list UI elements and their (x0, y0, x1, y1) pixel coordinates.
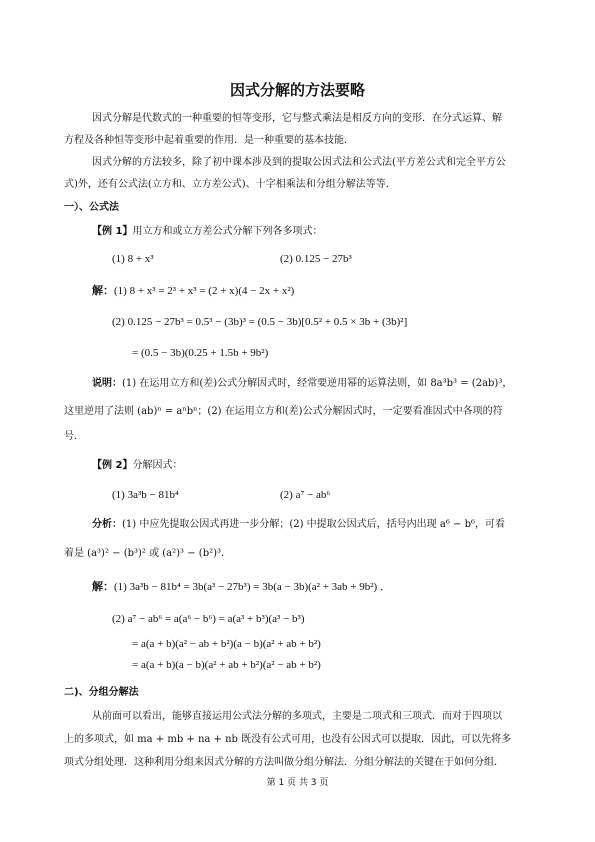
example1-line (92, 225, 322, 239)
note-label: 说明： (92, 378, 122, 389)
note-line-3: 号． (64, 431, 84, 442)
example2-line (92, 459, 182, 473)
example2-problem-1: (1) 3a³b − 81b⁴ (112, 489, 179, 501)
example1-problem-1: (1) 8 + x³ (112, 253, 154, 265)
example1-problem-2: (2) 0.125 − 27b³ (280, 253, 352, 265)
intro-line-1: 因式分解是代数式的一种重要的恒等变形，它与整式乘法是相反方向的变形．在分式运算、解 (92, 113, 502, 124)
solution1-line-3: = (0.5 − 3b)(0.25 + 1.5b + 9b²) (132, 347, 269, 359)
intro-line-2: 方程及各种恒等变形中起着重要的作用．是一种重要的基本技能． (64, 135, 354, 146)
example1-label: 【例 1】 (92, 226, 133, 237)
solution1-label: 解： (92, 284, 114, 297)
page-footer: 第 1 页 共 3 页 (266, 778, 329, 788)
analysis-text-1: (1) 中应先提取公因式再进一步分解；(2) 中提取公因式后，括号内出现 a⁶ − b⁶，可看 (122, 519, 505, 530)
example2-label: 【例 2】 (92, 460, 133, 471)
page-title: 因式分解的方法要略 (229, 81, 365, 99)
example2-problem-2: (2) a⁷ − ab⁶ (280, 489, 331, 501)
solution2-line-3: = a(a + b)(a² − ab + b²)(a − b)(a² + ab + b²) (132, 638, 321, 650)
note-line-1 (92, 377, 512, 391)
analysis-line-1 (92, 518, 505, 532)
analysis-label: 分析： (92, 519, 122, 530)
section2-line-1: 从前面可以看出，能够直接运用公式法分解的多项式，主要是二项式和三项式．而对于四项以 (92, 711, 502, 722)
solution1-line-2: (2) 0.125 − 27b³ = 0.5³ − (3b)³ = (0.5 − 3b)[0.5² + 0.5 × 3b + (3b)²] (112, 316, 408, 328)
solution2-line-2: (2) a⁷ − ab⁶ = a(a⁶ − b⁶) = a(a³ + b³)(a³ − b³) (112, 613, 305, 625)
analysis-line-2: 着是 (a³)² − (b³)² 或 (a²)³ − (b²)³． (64, 548, 232, 559)
intro-line-4: 式)外，还有公式法(立方和、立方差公式)、十字相乘法和分组分解法等等． (64, 179, 396, 190)
note-text-1: (1) 在运用立方和(差)公式分解因式时，经常要逆用幂的运算法则，如 8a³b³ = (2ab)³， (122, 378, 513, 389)
solution1-text-1: (1) 8 + x³ = 2³ + x³ = (2 + x)(4 − 2x + x²) (114, 285, 295, 297)
solution2-label: 解： (92, 580, 114, 593)
solution1-line-1 (92, 284, 294, 298)
intro-line-3: 因式分解的方法较多，除了初中课本涉及到的提取公因式法和公式法(平方差公式和完全平方公 (92, 157, 506, 168)
solution2-line-4: = a(a + b)(a − b)(a² + ab + b²)(a² − ab + b²) (132, 659, 321, 671)
section1-heading: 一）、公式法 (64, 202, 119, 213)
solution2-text-1: (1) 3a³b − 81b⁴ = 3b(a³ − 27b³) = 3b(a − 3b)(a² + 3ab + 9b²) ． (114, 581, 391, 593)
example2-prompt: 分解因式： (132, 460, 183, 471)
note-line-2: 这里逆用了法则 (ab)ⁿ = aⁿbⁿ；(2) 在运用立方和(差)公式分解因式时，一定要看准因式中各项的符 (64, 406, 503, 417)
section2-heading: 二)、分组分解法 (64, 687, 139, 698)
example1-prompt: 用立方和或立方差公式分解下列各多项式： (132, 226, 323, 237)
solution2-line-1 (92, 580, 391, 594)
section2-line-2: 上的多项式，如 ma + mb + na + nb 既没有公式可用，也没有公因式可以提取．因此，可以先将多 (64, 734, 512, 745)
section2-line-3: 项式分组处理．这种利用分组来因式分解的方法叫做分组分解法．分组分解法的关键在于如何分组． (64, 757, 504, 768)
